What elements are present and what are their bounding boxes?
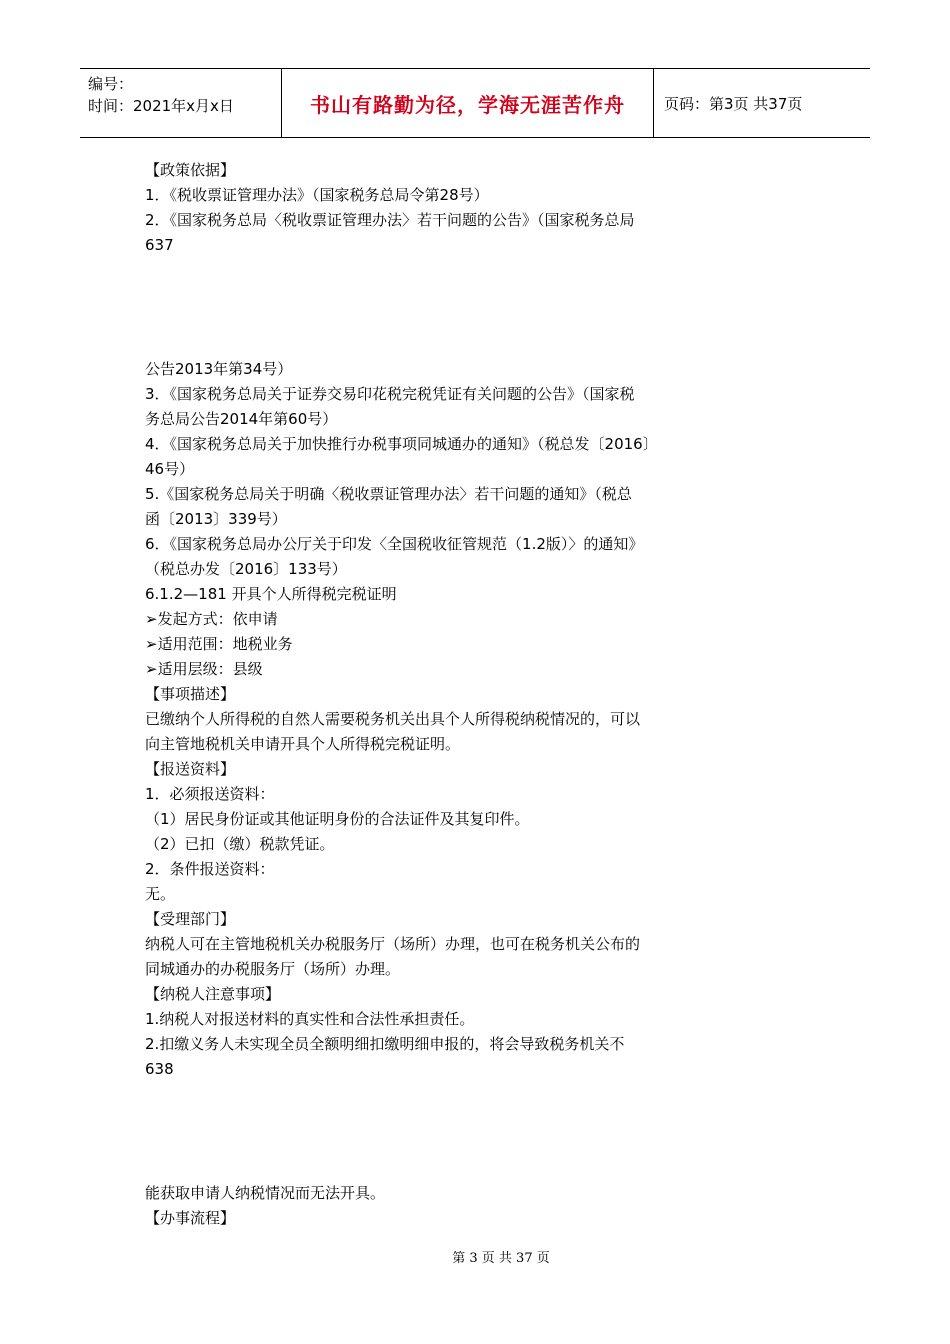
notes-item-2-cont: 能获取申请人纳税情况而无法开具。 xyxy=(145,1184,386,1202)
policy-item-5: 5.《国家税务总局关于明确〈税收票证管理办法〉若干问题的通知》（税总 xyxy=(145,485,632,503)
page-header xyxy=(80,68,870,138)
header-page-cell xyxy=(654,69,870,137)
header-meta xyxy=(80,69,282,137)
materials-conditional-none: 无。 xyxy=(145,885,176,903)
policy-item-1: 1．《税收票证管理办法》（国家税务总局令第28号） xyxy=(145,186,489,204)
notes-item-2: 2.扣缴义务人未实现全员全额明细扣缴明细申报的，将会导致税务机关不 xyxy=(145,1035,625,1053)
item-title: 6.1.2—181 开具个人所得税完税证明 xyxy=(145,585,397,603)
policy-item-6-cont: （税总办发〔2016〕133号） xyxy=(145,560,347,578)
document-time: 时间：2021年x月x日 xyxy=(88,97,234,115)
materials-required-2: （2）已扣（缴）税款凭证。 xyxy=(145,835,335,853)
description-line-2: 向主管地税机关申请开具个人所得税完税证明。 xyxy=(145,735,461,753)
document-number-label: 编号： xyxy=(88,75,134,93)
description-line-1: 已缴纳个人所得税的自然人需要税务机关出具个人所得税纳税情况的，可以 xyxy=(145,710,641,728)
section-heading-notes: 【纳税人注意事项】 xyxy=(145,985,281,1003)
page-footer: 第 3 页 共 37 页 xyxy=(452,1251,550,1266)
section-heading-description: 【事项描述】 xyxy=(145,685,236,703)
policy-item-5-cont: 函〔2013〕339号） xyxy=(145,510,287,528)
department-line-2: 同城通办的办税服务厅（场所）办理。 xyxy=(145,960,401,978)
bullet-level: ➢适用层级：县级 xyxy=(145,660,263,678)
section-heading-materials: 【报送资料】 xyxy=(145,760,236,778)
notes-item-1: 1.纳税人对报送材料的真实性和合法性承担责任。 xyxy=(145,1010,475,1028)
embedded-page-number: 637 xyxy=(145,236,174,254)
section-heading-department: 【受理部门】 xyxy=(145,910,236,928)
policy-item-2: 2．《国家税务总局〈税收票证管理办法〉若干问题的公告》（国家税务总局 xyxy=(145,211,635,229)
policy-item-4: 4．《国家税务总局关于加快推行办税事项同城通办的通知》（税总发〔2016〕 xyxy=(145,435,658,453)
header-motto: 书山有路勤为径，学海无涯苦作舟 xyxy=(310,92,625,117)
materials-conditional-label: 2．条件报送资料： xyxy=(145,860,275,878)
section-heading-process: 【办事流程】 xyxy=(145,1209,236,1227)
header-motto-cell xyxy=(282,69,654,137)
bullet-scope: ➢适用范围：地税业务 xyxy=(145,635,293,653)
embedded-page-number: 638 xyxy=(145,1060,174,1078)
section-heading-policy: 【政策依据】 xyxy=(145,161,236,179)
department-line-1: 纳税人可在主管地税机关办税服务厅（场所）办理，也可在税务机关公布的 xyxy=(145,935,641,953)
policy-item-4-cont: 46号） xyxy=(145,460,195,478)
policy-item-2-cont: 公告2013年第34号） xyxy=(145,360,293,378)
header-page-info: 页码：第3页 共37页 xyxy=(664,94,803,113)
policy-item-3: 3．《国家税务总局关于证券交易印花税完税凭证有关问题的公告》（国家税 xyxy=(145,385,635,403)
bullet-initiation: ➢发起方式：依申请 xyxy=(145,610,278,628)
policy-item-3-cont: 务总局公告2014年第60号） xyxy=(145,410,338,428)
materials-required-label: 1．必须报送资料： xyxy=(145,785,275,803)
materials-required-1: （1）居民身份证或其他证明身份的合法证件及其复印件。 xyxy=(145,810,530,828)
policy-item-6: 6．《国家税务总局办公厅关于印发〈全国税收征管规范（1.2版）〉的通知》 xyxy=(145,535,644,553)
